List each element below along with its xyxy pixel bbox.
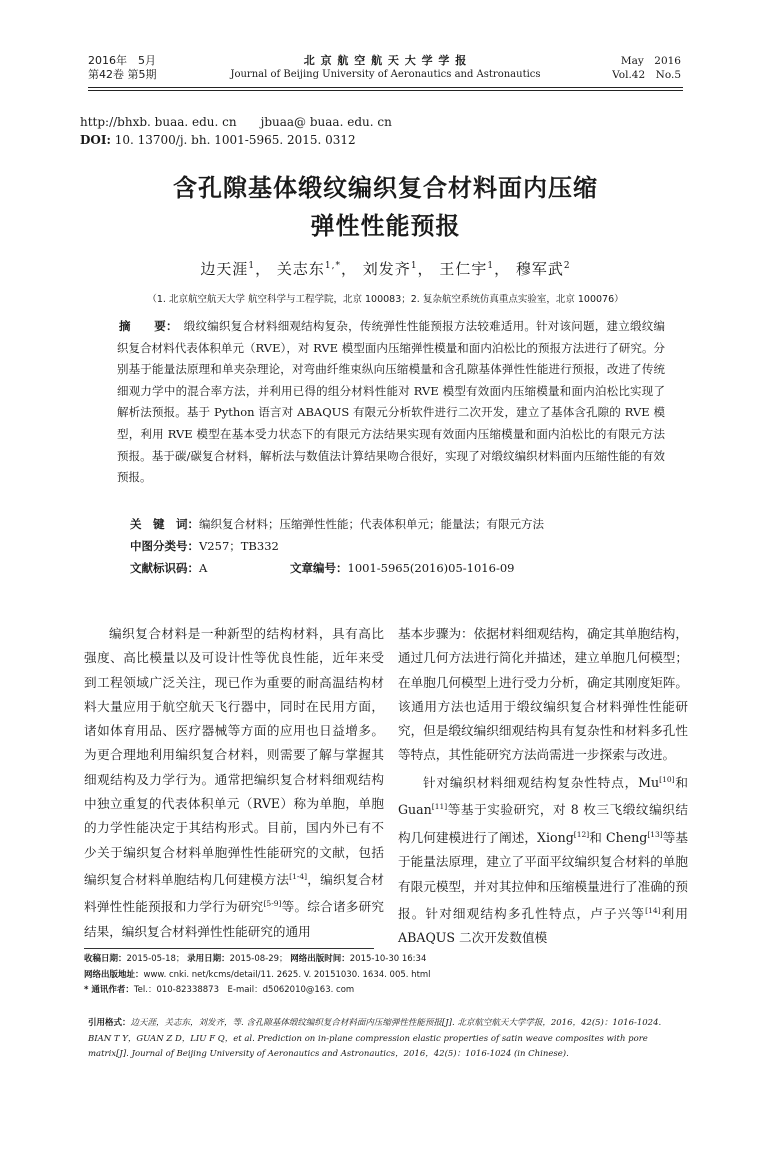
doi-line — [80, 133, 356, 147]
clc-label: 中图分类号： — [130, 539, 199, 553]
author-separator: ， — [255, 260, 272, 278]
body-text: 和 Cheng — [589, 829, 648, 845]
issue-volume: 第42卷 第5期 — [88, 68, 157, 81]
journal-name-en: Journal of Beijing University of Aeronautics and Astronautics — [230, 69, 541, 80]
issue-volume-en: Vol.42 No.5 — [612, 69, 681, 81]
reference-mark[interactable]: [12] — [573, 829, 590, 839]
author-name: 穆军武 — [515, 260, 564, 278]
body-column-right — [398, 622, 688, 951]
header-rule — [88, 87, 683, 88]
document-code — [130, 560, 207, 576]
issue-month: 2016年 5月 — [88, 54, 156, 67]
reference-mark[interactable]: [1-4] — [289, 871, 308, 881]
paper-title-line2: 弹性性能预报 — [310, 212, 461, 240]
doi-value[interactable]: 10. 13700/j. bh. 1001-5965. 2015. 0312 — [110, 133, 356, 147]
doc-code-value: A — [199, 561, 208, 575]
footnote-corresponding — [84, 983, 431, 999]
doc-code-label: 文献标识码： — [130, 561, 199, 575]
issue-date-right — [612, 54, 681, 82]
reference-mark[interactable]: [13] — [647, 829, 663, 839]
corresponding-contact: Tel.：010-82338873 E-mail：d5062010@163. com — [133, 985, 355, 995]
article-no-label: 文章编号： — [290, 561, 348, 575]
body-paragraph — [398, 768, 688, 951]
doi-label: DOI: — [80, 133, 111, 147]
author-affil-mark: 1 — [487, 261, 495, 271]
online-label: 网络出版时间： — [290, 954, 350, 964]
footnotes — [84, 952, 431, 999]
paper-title-line1: 含孔隙基体缎纹编织复合材料面内压缩 — [173, 174, 598, 202]
online-url-label: 网络出版地址： — [84, 969, 144, 980]
body-text: ，编织复合材料弹性性能预报和力学行为研究 — [84, 872, 385, 915]
author-name: 刘发齐 — [362, 260, 411, 278]
keywords-label: 关 键 词： — [130, 517, 199, 531]
received-label: 收稿日期： — [84, 954, 127, 964]
keywords-value: 编织复合材料；压缩弹性性能；代表体积单元；能量法；有限元方法 — [199, 517, 544, 531]
header-rule-thin — [88, 90, 683, 91]
body-text: 基本步骤为：依据材料细观结构，确定其单胞结构，通过几何方法进行简化并描述，建立单胞几何模型；在单胞几何模型上进行受力分析，确定其刚度矩阵。该通用方法也适用于缎纹编织复合材料弹性性能研究，但是缎纹编织细观结构具有复杂性和材料多孔性等特点，其性能研究方法尚需进一步探索与改进。 — [398, 626, 688, 763]
footnote-rule — [84, 948, 374, 949]
online-date: 2015-10-30 16:34 — [349, 954, 427, 964]
keywords — [130, 516, 544, 532]
reference-mark[interactable]: [10] — [659, 774, 675, 784]
author-name: 关志东 — [276, 260, 325, 278]
body-text: 编织复合材料是一种新型的结构材料，具有高比强度、高比模量以及可设计性等优良性能，近年来受到工程领域广泛关注，现已作为重要的耐高温结构材料大量应用于航空航天飞行器中，同时在民用方面，诸如体育用品、医疗器械等方面的应用也日益增多。为更合理地利用编织复合材料，则需要了解与掌握其细观结构及力学行为。通常把编织复合材料细观结构中独立重复的代表体积单元（RVE）称为单胞，单胞的力学性能决定于其结构形式。目前，国内外已有不少关于编织复合材料单胞弹性性能研究的文献，包括编织复合材料单胞结构几何建模方法 — [84, 626, 384, 888]
body-text: 等基于能量法原理，建立了平面平纹编织复合材料的单胞有限元模型，并对其拉伸和压缩模量进行了准确的预报。针对细观结构多孔性特点，卢子兴等 — [398, 829, 688, 922]
author-list — [0, 258, 771, 279]
accepted-date: 2015-08-29； — [229, 954, 288, 964]
body-paragraph — [84, 622, 384, 944]
affiliation: （1. 北京航空航天大学 航空科学与工程学院，北京 100083；2. 复杂航空系统仿真重点实验室，北京 100076） — [147, 294, 624, 305]
author-separator: ， — [494, 260, 511, 278]
reference-mark[interactable]: [14] — [645, 905, 661, 915]
body-text: 和 Guan — [398, 774, 688, 818]
author-separator: ， — [417, 260, 434, 278]
journal-url[interactable]: http://bhxb. buaa. edu. cn jbuaa@ buaa. edu. cn — [80, 115, 392, 129]
accepted-label: 录用日期： — [187, 954, 230, 964]
reference-mark[interactable]: [5-9] — [263, 899, 282, 909]
author-name: 王仁宇 — [439, 260, 488, 278]
author-affil-mark: 1 — [248, 261, 256, 271]
abstract-label: 摘 要： — [119, 319, 178, 333]
citation-format — [88, 1016, 686, 1063]
author-affil-mark: 1 — [410, 261, 418, 271]
abstract-text: 缎纹编织复合材料细观结构复杂，传统弹性性能预报方法较难适用。针对该问题，建立缎纹编织复合材料代表体积单元（RVE），对 RVE 模型面内压缩弹性模量和面内泊松比的预报方法进行了研究。分别基于能量法原理和单夹杂理论，对弯曲纤维束纵向压缩模量和含孔隙基体弹性性能进行预报，改进了传统细观力学中的混合率方法，并利用已得的组分材料性能对 RVE 模型有效面内压缩模量和面内泊松比实现了解析法预报。基于 Python 语言对 ABAQUS 有限元分析软件进行二次开发，建立了基体含孔隙的 RVE 模型，利用 RVE 模型在基本受力状态下的有限元方法结果实现有效面内压缩模量和面内泊松比的有限元方法预报。基于碳/碳复合材料，解析法与数值法计算结果吻合很好，实现了对缎纹编织材料面内压缩性能的有效预报。 — [117, 319, 666, 485]
reference-mark[interactable]: [11] — [431, 802, 448, 812]
abstract — [117, 316, 665, 489]
author-name: 边天涯 — [200, 260, 249, 278]
body-text: 等基于实验研究，对 8 枚三飞缎纹编织结构几何建模进行了阐述，Xiong — [398, 802, 688, 845]
author-separator: ， — [341, 260, 358, 278]
body-paragraph — [398, 622, 688, 768]
clc-value: V257；TB332 — [199, 539, 279, 553]
online-url[interactable]: www. cnki. net/kcms/detail/11. 2625. V. 20151030. 1634. 005. html — [143, 969, 431, 980]
body-column-left — [84, 622, 384, 944]
corresponding-label: * 通讯作者： — [84, 985, 134, 995]
body-text: 等。综合诸多研究结果，编织复合材料弹性性能研究的通用 — [84, 899, 385, 939]
footnote-dates — [84, 952, 431, 968]
footnote-url — [84, 968, 431, 984]
body-text: 利用 ABAQUS 二次开发数值模 — [398, 906, 689, 946]
issue-month-en: May 2016 — [620, 55, 681, 67]
body-text: 针对编织材料细观结构复杂性特点，Mu — [423, 774, 660, 790]
article-number — [290, 560, 514, 576]
author-affil-mark: 2 — [563, 261, 571, 271]
journal-name-cn: 北 京 航 空 航 天 大 学 学 报 — [303, 54, 468, 67]
received-date: 2015-05-18； — [126, 954, 185, 964]
citation-label: 引用格式： — [88, 1018, 131, 1028]
citation-text: 边天涯，关志东，刘发齐，等. 含孔隙基体缎纹编织复合材料面内压缩弹性性能预报[J]. 北京航空航天大学学报，2016，42(5)：1016-1024. BIAN T Y，GUAN Z D，LIU F Q，et al. Prediction on in-plane compression elastic properties of satin weave composites with pore matrix[J]. Journal of Beijing University of Aeronautics and Astronautics，2016，42(5)：1016-1024 (in Chinese). — [88, 1018, 662, 1059]
author-affil-mark: 1,* — [324, 261, 341, 271]
clc-number — [130, 538, 279, 554]
article-no-value: 1001-5965(2016)05-1016-09 — [347, 561, 515, 575]
